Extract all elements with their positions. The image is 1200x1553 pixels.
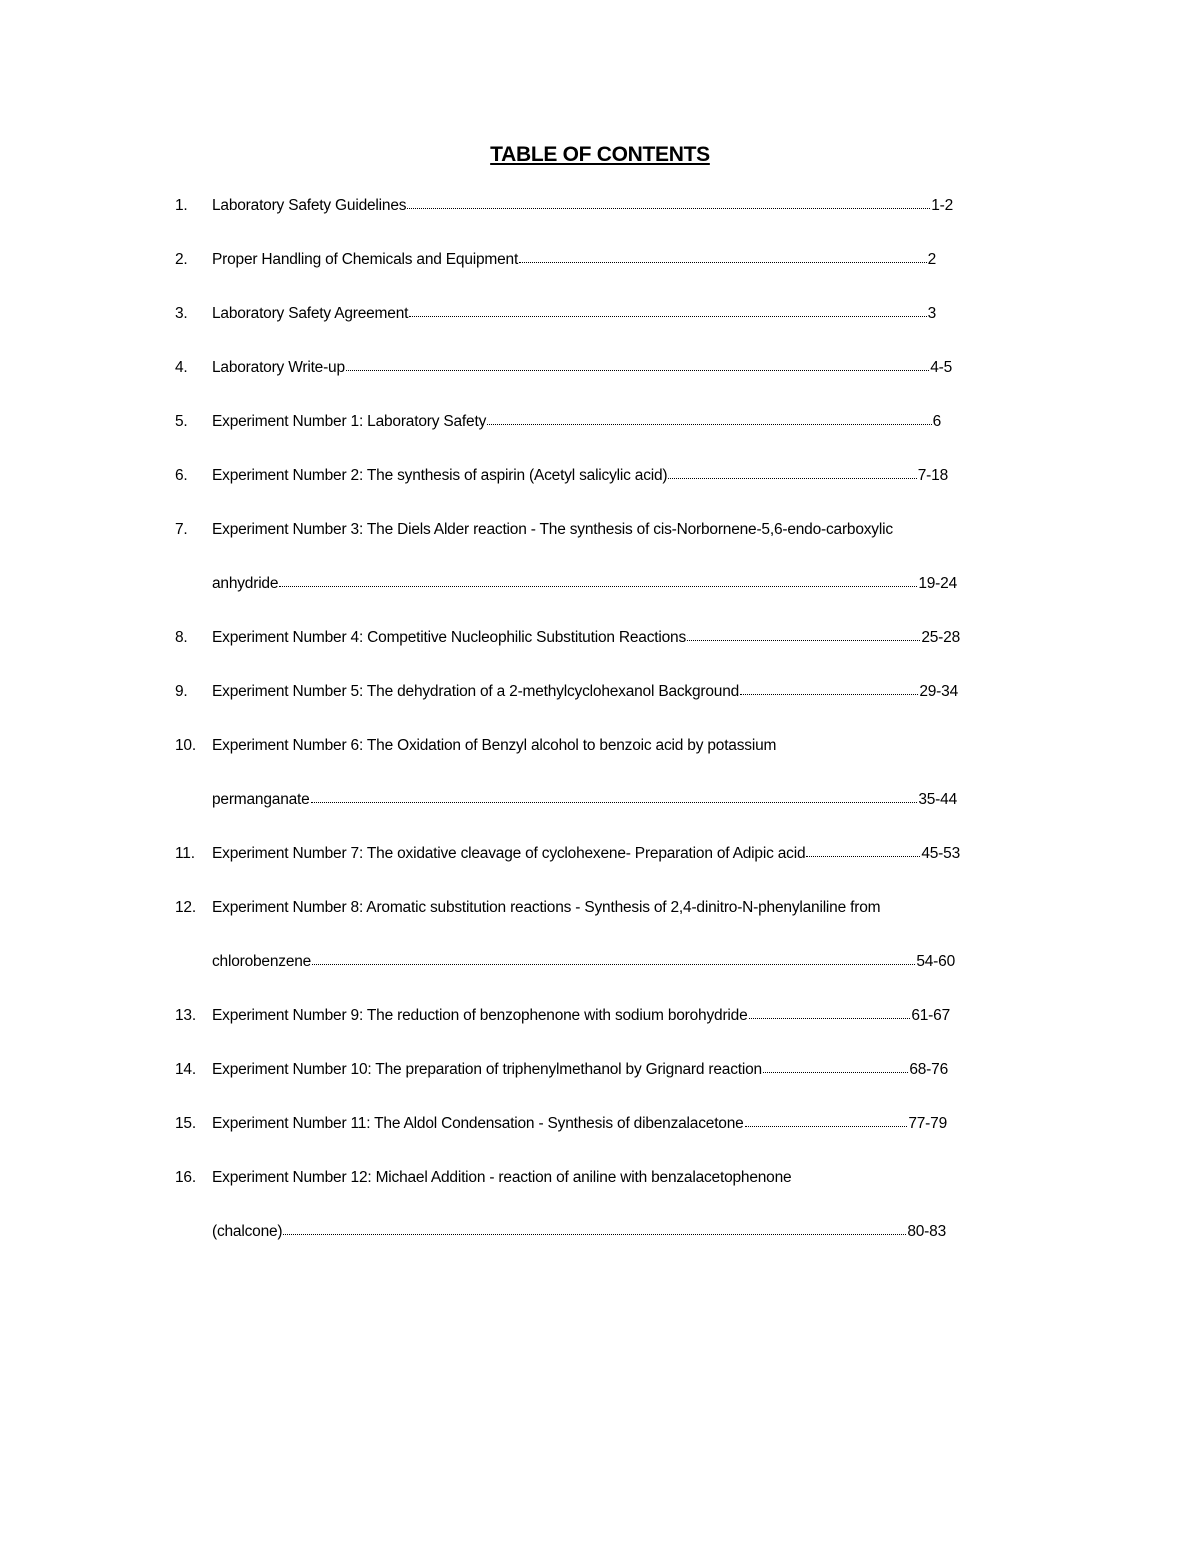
- entry-pages: 68-76: [909, 1061, 948, 1078]
- entry-pages: 61-67: [911, 1007, 950, 1024]
- entry-line: [212, 792, 957, 808]
- entry-number: 12.: [175, 899, 196, 916]
- entry-line: [212, 414, 941, 430]
- dot-leader: [279, 586, 917, 587]
- page-title: TABLE OF CONTENTS: [490, 143, 710, 166]
- entry-pages: 29-34: [919, 683, 958, 700]
- entry-title: chlorobenzene: [212, 953, 312, 970]
- toc-entry: [175, 360, 952, 414]
- entry-line: [212, 306, 936, 322]
- entry-pages: 80-83: [907, 1223, 946, 1240]
- entry-title: Experiment Number 1: Laboratory Safety: [212, 413, 487, 430]
- entry-number: 11.: [175, 845, 195, 862]
- entry-title: Experiment Number 4: Competitive Nucleophilic Substitution Reactions: [212, 629, 687, 646]
- entry-title: Experiment Number 9: The reduction of benzophenone with sodium borohydride: [212, 1007, 748, 1024]
- entry-pages: 35-44: [918, 791, 957, 808]
- toc-entry: [175, 1062, 948, 1116]
- entry-number: 1.: [175, 197, 188, 214]
- entry-line: [212, 630, 960, 646]
- entry-title: anhydride: [212, 575, 279, 592]
- toc-entry-continuation: [175, 1224, 946, 1278]
- entry-title: Laboratory Safety Agreement: [212, 305, 409, 322]
- entry-title: Experiment Number 7: The oxidative cleavage of cyclohexene- Preparation of Adipic acid: [212, 845, 806, 862]
- entry-line: [212, 954, 955, 970]
- entry-number: 14.: [175, 1061, 196, 1078]
- entry-number: 6.: [175, 467, 188, 484]
- entry-number: 13.: [175, 1007, 196, 1024]
- toc-entry-continuation: [175, 954, 955, 1008]
- entry-line: [212, 576, 957, 592]
- toc-entry: [175, 198, 953, 252]
- entry-pages: 6: [932, 413, 941, 430]
- entry-pages: 54-60: [916, 953, 955, 970]
- entry-title: Experiment Number 11: The Aldol Condensation - Synthesis of dibenzalacetone: [212, 1115, 744, 1132]
- entry-line: [212, 198, 953, 214]
- entry-line: [212, 252, 936, 268]
- entry-title: Laboratory Write-up: [212, 359, 345, 376]
- entry-pages: 4-5: [930, 359, 952, 376]
- toc-list: [175, 198, 965, 1278]
- entry-pages: 19-24: [918, 575, 957, 592]
- toc-entry-continuation: [175, 576, 957, 630]
- entry-title-line1: Experiment Number 12: Michael Addition - reaction of aniline with benzalacetophenone: [212, 1169, 792, 1186]
- dot-leader: [487, 424, 931, 425]
- toc-entry-continuation: [175, 792, 957, 846]
- entry-title: Experiment Number 5: The dehydration of a 2-methylcyclohexanol Background: [212, 683, 740, 700]
- dot-leader: [763, 1072, 908, 1073]
- entry-pages: 25-28: [921, 629, 960, 646]
- entry-title-line1: Experiment Number 6: The Oxidation of Benzyl alcohol to benzoic acid by potassium: [212, 737, 777, 754]
- toc-entry: [175, 468, 948, 522]
- dot-leader: [346, 370, 929, 371]
- entry-title: Proper Handling of Chemicals and Equipment: [212, 251, 519, 268]
- entry-number: 5.: [175, 413, 188, 430]
- entry-line: [212, 846, 960, 862]
- dot-leader: [668, 478, 916, 479]
- dot-leader: [409, 316, 926, 317]
- entry-number: 15.: [175, 1115, 196, 1132]
- entry-title: permanganate: [212, 791, 310, 808]
- entry-line: [212, 1224, 946, 1240]
- toc-entry: [175, 414, 941, 468]
- toc-entry: [175, 630, 960, 684]
- dot-leader: [740, 694, 918, 695]
- entry-number: 8.: [175, 629, 188, 646]
- entry-title-line1: Experiment Number 8: Aromatic substitution reactions - Synthesis of 2,4-dinitro-N-phenylaniline from: [212, 899, 881, 916]
- dot-leader: [312, 964, 915, 965]
- toc-entry: [175, 252, 936, 306]
- toc-entry: [175, 306, 936, 360]
- entry-title: (chalcone): [212, 1223, 283, 1240]
- dot-leader: [311, 802, 918, 803]
- entry-pages: 3: [927, 305, 936, 322]
- entry-number: 2.: [175, 251, 188, 268]
- entry-number: 9.: [175, 683, 188, 700]
- entry-pages: 45-53: [921, 845, 960, 862]
- entry-pages: 77-79: [908, 1115, 947, 1132]
- entry-line: [212, 684, 958, 700]
- entry-number: 4.: [175, 359, 188, 376]
- entry-number: 16.: [175, 1169, 196, 1186]
- dot-leader: [519, 262, 926, 263]
- toc-entry-first-line: [175, 1170, 965, 1224]
- entry-line: [212, 1116, 947, 1132]
- entry-number: 3.: [175, 305, 188, 322]
- dot-leader: [283, 1234, 906, 1235]
- toc-entry-first-line: [175, 900, 965, 954]
- entry-line: [212, 1062, 948, 1078]
- entry-title: Experiment Number 10: The preparation of triphenylmethanol by Grignard reaction: [212, 1061, 762, 1078]
- toc-entry-first-line: [175, 522, 965, 576]
- toc-entry-first-line: [175, 738, 965, 792]
- toc-entry: [175, 1008, 950, 1062]
- entry-title-line1: Experiment Number 3: The Diels Alder reaction - The synthesis of cis-Norbornene-5,6-endo-carboxylic: [212, 521, 893, 538]
- entry-line: [212, 1008, 950, 1024]
- dot-leader: [806, 856, 920, 857]
- entry-title: Experiment Number 2: The synthesis of aspirin (Acetyl salicylic acid): [212, 467, 668, 484]
- dot-leader: [407, 208, 930, 209]
- dot-leader: [749, 1018, 911, 1019]
- dot-leader: [745, 1126, 908, 1127]
- entry-pages: 7-18: [917, 467, 948, 484]
- entry-pages: 1-2: [931, 197, 953, 214]
- toc-entry: [175, 684, 958, 738]
- entry-title: Laboratory Safety Guidelines: [212, 197, 407, 214]
- entry-line: [212, 468, 948, 484]
- toc-entry: [175, 1116, 947, 1170]
- entry-number: 7.: [175, 521, 188, 538]
- entry-number: 10.: [175, 737, 196, 754]
- toc-entry: [175, 846, 960, 900]
- dot-leader: [687, 640, 920, 641]
- entry-pages: 2: [927, 251, 936, 268]
- entry-line: [212, 360, 952, 376]
